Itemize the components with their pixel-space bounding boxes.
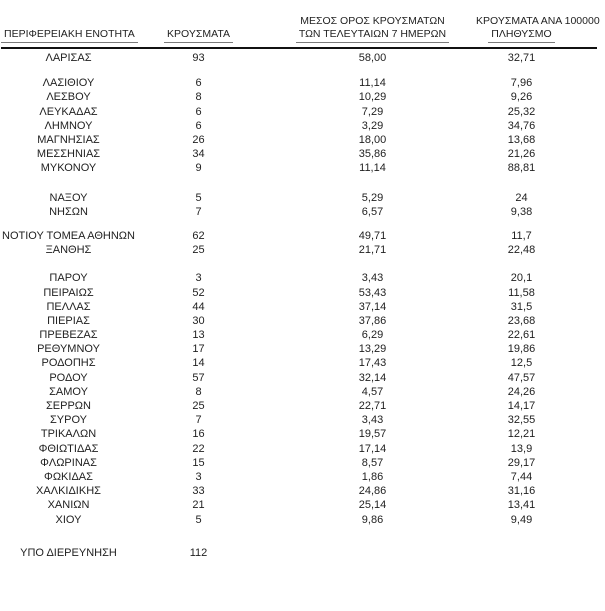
cell-avg7: 4,57: [361, 385, 384, 398]
header-col-region: [1, 28, 136, 43]
cell-avg7: 9,86: [361, 513, 384, 526]
table-row: [1, 161, 597, 175]
table-header: [1, 15, 600, 49]
header-col-per100k-line2: ΠΛΗΘΥΣΜΟ: [488, 28, 554, 43]
cell-avg7: 18,00: [358, 134, 387, 147]
cell-region: ΣΥΡΟΥ: [49, 414, 87, 427]
cell-per100k: 29,17: [507, 456, 536, 469]
cell-region: ΡΕΘΥΜΝΟΥ: [37, 343, 100, 356]
cell-per100k: 13,9: [510, 442, 533, 455]
cell-avg7: 6,29: [361, 329, 384, 342]
row-group: [1, 191, 597, 219]
cell-cases: 3: [195, 272, 202, 285]
cell-region: ΛΑΣΙΘΙΟΥ: [42, 77, 95, 90]
cell-region: ΝΟΤΙΟΥ ΤΟΜΕΑ ΑΘΗΝΩΝ: [2, 229, 135, 242]
cell-avg7: 22,71: [358, 400, 387, 413]
cell-region: ΦΘΙΩΤΙΔΑΣ: [38, 442, 99, 455]
cell-avg7: 6,57: [361, 205, 384, 218]
cell-per100k: 9,26: [510, 91, 533, 104]
cell-per100k: 22,61: [507, 329, 536, 342]
cell-per100k: 9,49: [510, 513, 533, 526]
cell-avg7: 8,57: [361, 456, 384, 469]
cell-cases: 25: [192, 244, 205, 257]
table-row: [1, 484, 597, 498]
cell-region: ΜΥΚΟΝΟΥ: [40, 162, 97, 175]
table-row: [1, 76, 597, 90]
cell-region: ΛΗΜΝΟΥ: [44, 119, 93, 132]
table-row: [1, 119, 597, 133]
cell-avg7: 21,71: [358, 244, 387, 257]
region-cases-table: [1, 15, 600, 560]
cell-avg7: 17,14: [358, 442, 387, 455]
cell-cases: 25: [192, 400, 205, 413]
cell-cases: 5: [195, 513, 202, 526]
cell-avg7: 3,29: [361, 119, 384, 132]
table-row: [1, 191, 597, 205]
cell-cases: 26: [192, 134, 205, 147]
cell-cases: 14: [192, 357, 205, 370]
cell-region: ΜΑΓΝΗΣΙΑΣ: [37, 134, 100, 147]
row-group: [1, 51, 597, 65]
cell-avg7: 11,14: [359, 77, 386, 90]
cell-avg7: 3,43: [361, 414, 384, 427]
cell-region: ΧΙΟΥ: [55, 513, 82, 526]
cell-cases: 30: [192, 314, 205, 327]
cell-per100k: 24,26: [507, 385, 536, 398]
table-row: [1, 243, 597, 257]
table-body: [1, 51, 597, 560]
cell-per100k: 19,86: [507, 343, 536, 356]
cell-per100k: 21,26: [507, 148, 536, 161]
table-row: [1, 546, 597, 560]
cell-per100k: 13,41: [507, 499, 536, 512]
cell-avg7: 3,43: [361, 272, 384, 285]
cell-per100k: 88,81: [507, 162, 536, 175]
cell-cases: 52: [192, 286, 205, 299]
cell-region: ΠΑΡΟΥ: [49, 272, 88, 285]
cell-cases: 8: [195, 91, 202, 104]
cell-cases: 112: [189, 546, 208, 559]
cell-region: ΠΕΛΛΑΣ: [46, 300, 91, 313]
cell-per100k: 24: [515, 191, 528, 204]
cell-avg7: 13,29: [358, 343, 387, 356]
cell-per100k: 20,1: [510, 272, 533, 285]
cell-cases: 8: [195, 385, 202, 398]
cell-per100k: 7,96: [510, 77, 533, 90]
cell-per100k: 11,7: [511, 229, 532, 242]
cell-cases: 22: [192, 442, 205, 455]
cell-region: ΞΑΝΘΗΣ: [45, 244, 92, 257]
cell-region: ΝΑΞΟΥ: [49, 191, 88, 204]
header-col-per100k-line1: ΚΡΟΥΣΜΑΤΑ ΑΝΑ 100000: [476, 15, 600, 27]
table-row: [1, 205, 597, 219]
table-row: [1, 229, 597, 243]
cell-region: ΠΙΕΡΙΑΣ: [47, 314, 90, 327]
table-row: [1, 427, 597, 441]
cell-per100k: 31,16: [507, 485, 536, 498]
header-col-per100k: [476, 15, 600, 43]
cell-per100k: 25,32: [507, 105, 536, 118]
table-row: [1, 90, 597, 104]
cell-avg7: 58,00: [358, 52, 387, 65]
cell-avg7: 37,86: [358, 314, 387, 327]
table-row: [1, 314, 597, 328]
header-col-cases-label: ΚΡΟΥΣΜΑΤΑ: [164, 28, 233, 43]
cell-region: ΛΑΡΙΣΑΣ: [45, 52, 92, 65]
cell-avg7: 10,29: [358, 91, 387, 104]
cell-avg7: 7,29: [361, 105, 384, 118]
header-col-region-label: ΠΕΡΙΦΕΡΕΙΑΚΗ ΕΝΟΤΗΤΑ: [1, 28, 138, 43]
cell-region: ΧΑΝΙΩΝ: [47, 499, 90, 512]
cell-region: ΤΡΙΚΑΛΩΝ: [40, 428, 97, 441]
table-row: [1, 470, 597, 484]
cell-per100k: 14,17: [507, 400, 536, 413]
row-group: [1, 76, 597, 175]
table-row: [1, 371, 597, 385]
cell-avg7: 24,86: [358, 485, 387, 498]
row-group: [1, 271, 597, 526]
cell-cases: 5: [195, 191, 202, 204]
cell-cases: 3: [195, 470, 202, 483]
cell-avg7: 49,71: [358, 229, 387, 242]
cell-avg7: 17,43: [358, 357, 387, 370]
cell-avg7: 32,14: [358, 371, 387, 384]
cell-per100k: 13,68: [507, 134, 536, 147]
cell-per100k: 34,76: [507, 119, 536, 132]
table-row: [1, 385, 597, 399]
cell-avg7: 19,57: [358, 428, 387, 441]
cell-region: ΠΕΙΡΑΙΩΣ: [43, 286, 94, 299]
table-row: [1, 271, 597, 285]
cell-per100k: 12,5: [510, 357, 533, 370]
cell-region: ΧΑΛΚΙΔΙΚΗΣ: [36, 485, 101, 498]
cell-region: ΥΠΟ ΔΙΕΡΕΥΝΗΣΗ: [20, 546, 117, 559]
table-row: [1, 51, 597, 65]
cell-cases: 44: [192, 300, 205, 313]
table-row: [1, 342, 597, 356]
table-row: [1, 147, 597, 161]
cell-region: ΣΑΜΟΥ: [49, 385, 88, 398]
cell-avg7: 25,14: [358, 499, 387, 512]
table-row: [1, 105, 597, 119]
cell-cases: 6: [195, 119, 202, 132]
cell-region: ΛΕΣΒΟΥ: [46, 91, 91, 104]
cell-avg7: 5,29: [361, 191, 384, 204]
table-row: [1, 413, 597, 427]
cell-per100k: 32,71: [507, 52, 536, 65]
cell-region: ΡΟΔΟΠΗΣ: [41, 357, 96, 370]
table-row: [1, 498, 597, 512]
cell-per100k: 22,48: [507, 244, 536, 257]
cell-avg7: 11,14: [359, 162, 386, 175]
header-col-avg7-line2: ΤΩΝ ΤΕΛΕΥΤΑΙΩΝ 7 ΗΜΕΡΩΝ: [296, 28, 449, 43]
header-col-avg7: [261, 15, 476, 43]
table-row: [1, 356, 597, 370]
cell-cases: 33: [192, 485, 205, 498]
cell-per100k: 7,44: [510, 470, 533, 483]
cell-per100k: 31,5: [510, 300, 533, 313]
cell-per100k: 23,68: [507, 314, 536, 327]
cell-region: ΝΗΣΩΝ: [49, 205, 88, 218]
cell-region: ΛΕΥΚΑΔΑΣ: [39, 105, 98, 118]
cell-avg7: 35,86: [358, 148, 387, 161]
cell-avg7: 37,14: [358, 300, 387, 313]
cell-cases: 57: [192, 371, 205, 384]
table-row: [1, 456, 597, 470]
cell-avg7: 1,86: [361, 470, 384, 483]
cell-per100k: 9,38: [510, 205, 533, 218]
cell-cases: 13: [192, 329, 205, 342]
cell-cases: 7: [195, 414, 202, 427]
cell-region: ΦΩΚΙΔΑΣ: [44, 470, 93, 483]
cell-cases: 7: [195, 205, 202, 218]
table-row: [1, 442, 597, 456]
cell-cases: 34: [192, 148, 205, 161]
cell-cases: 15: [192, 456, 205, 469]
cell-avg7: 53,43: [358, 286, 387, 299]
table-row: [1, 133, 597, 147]
cell-per100k: 12,21: [507, 428, 536, 441]
cell-region: ΜΕΣΣΗΝΙΑΣ: [36, 148, 101, 161]
cell-cases: 6: [195, 77, 202, 90]
cell-region: ΡΟΔΟΥ: [49, 371, 88, 384]
cell-cases: 16: [192, 428, 205, 441]
cell-region: ΦΛΩΡΙΝΑΣ: [40, 456, 97, 469]
cell-cases: 21: [192, 499, 205, 512]
cell-cases: 17: [192, 343, 205, 356]
table-row: [1, 512, 597, 526]
header-col-cases: [136, 28, 261, 43]
cell-per100k: 32,55: [507, 414, 536, 427]
row-group: [1, 229, 597, 257]
cell-region: ΠΡΕΒΕΖΑΣ: [39, 329, 98, 342]
header-col-avg7-line1: ΜΕΣΟΣ ΟΡΟΣ ΚΡΟΥΣΜΑΤΩΝ: [300, 15, 445, 27]
table-row: [1, 285, 597, 299]
row-group: [1, 546, 597, 560]
cell-region: ΣΕΡΡΩΝ: [46, 400, 91, 413]
cell-cases: 62: [192, 229, 205, 242]
cell-cases: 93: [192, 52, 205, 65]
cell-per100k: 11,58: [508, 286, 535, 299]
table-row: [1, 328, 597, 342]
cell-per100k: 47,57: [507, 371, 536, 384]
table-row: [1, 399, 597, 413]
cell-cases: 6: [195, 105, 202, 118]
cell-cases: 9: [195, 162, 202, 175]
table-row: [1, 300, 597, 314]
